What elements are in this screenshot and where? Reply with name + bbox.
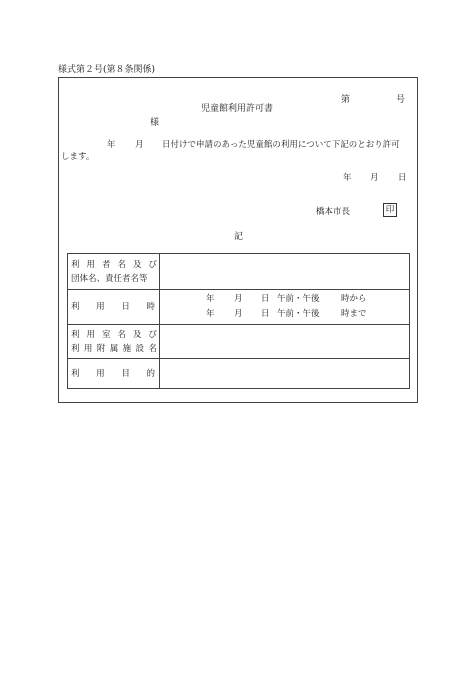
room-label: 利 用 室 名 及 び 利 用 附 属 施 設 名 (68, 325, 160, 359)
table-row-datetime (68, 290, 410, 325)
document-title: 児童館利用許可書 (201, 104, 274, 114)
user-name-label: 利 用 者 名 及 び 団体名、責任者名等 (68, 254, 160, 290)
room-field[interactable] (160, 325, 410, 359)
datetime-label: 利 用 日 時 (68, 290, 160, 325)
permit-number-go: 号 (396, 95, 406, 105)
ki-heading: 記 (234, 232, 244, 242)
body-month: 月 (135, 140, 144, 150)
table-row-purpose (68, 359, 410, 389)
purpose-field[interactable] (160, 359, 410, 389)
datetime-from-line: 年 月 日 午前・午後 時から (206, 294, 367, 304)
issue-date-month: 月 (370, 173, 379, 183)
purpose-label: 利 用 目 的 (68, 359, 160, 389)
issue-date-year: 年 (343, 173, 352, 183)
body-text-line1: 日付けで申請のあった児童館の利用について下記のとおり許可 (162, 140, 400, 150)
body-year: 年 (107, 140, 116, 150)
user-name-field[interactable] (160, 254, 410, 290)
table-row-room (68, 325, 410, 359)
seal-mark: 印 (383, 203, 397, 217)
permit-number-dai: 第 (341, 95, 351, 105)
permit-details-table (67, 253, 410, 389)
issuer-mayor: 橋本市長 (316, 207, 351, 217)
addressee-honorific: 様 (150, 118, 160, 128)
issue-date-day: 日 (398, 173, 407, 183)
table-row-user (68, 254, 410, 290)
body-text-line2: します。 (61, 152, 95, 162)
datetime-to-line: 年 月 日 午前・午後 時まで (206, 309, 367, 319)
form-number-label: 様式第２号(第８条関係) (58, 65, 156, 75)
datetime-field[interactable] (160, 290, 410, 325)
